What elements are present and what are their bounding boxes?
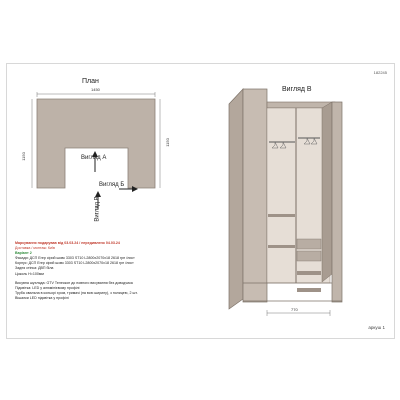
plan-left-dim: 1150 <box>20 152 26 161</box>
note-line: Цоколь H=100мм <box>15 271 44 276</box>
plan-width-dim: 1450 <box>91 87 100 92</box>
view-v-label: Вигляд В <box>94 196 101 222</box>
left-side-panel <box>243 89 267 302</box>
shelf-4 <box>297 288 321 292</box>
plan-title: План <box>82 78 99 85</box>
page-number: аркуш 1 <box>368 325 385 330</box>
note-line: Підсвітка: LED у алюмінієвому профілі <box>15 285 80 290</box>
spec-notes <box>15 241 245 301</box>
right-corner-panel <box>322 102 332 282</box>
drawing-sheet <box>6 63 395 339</box>
note-line: Труба овальна в кольорі хром, тримачі (на всю ширину), з полицею, 2 шт. <box>15 290 138 295</box>
note-line: Задня стінка: ДВП біла <box>15 266 54 271</box>
note-line: Фасади: ДСП Егер сірий шовк 3303 ST10 L2800х2070х18 2618 грн /лист <box>15 256 135 261</box>
elevation-width-dim: 770 <box>291 307 298 312</box>
note-line: Корпус: ДСП Егер сірий шовк 3303 ST10 L2800х2070х18 2618 грн /лист <box>15 261 134 266</box>
view-a-label: Вигляд А <box>81 155 107 161</box>
view-b-label: Вигляд Б <box>99 182 125 188</box>
note-line: Доставка / монтаж: Київ <box>15 246 55 251</box>
note-line: Висувна шухляда: GTV Телескоп до повного висування без доводчика <box>15 280 133 285</box>
plan-right-dim: 1150 <box>164 138 170 147</box>
shelf-2 <box>268 245 295 248</box>
drawer-2 <box>297 251 321 261</box>
shelf-1 <box>268 214 295 217</box>
view-title: Вигляд В <box>282 86 312 93</box>
note-line: Маркування подарував від 03.03.24 / передивлено 04.03.24 <box>15 241 120 245</box>
note-line: Вішалки LED підсвітка у профілі <box>15 295 69 300</box>
shelf-3 <box>297 271 321 275</box>
drawer-1 <box>297 239 321 249</box>
note-line: Варіант 2 <box>15 251 32 256</box>
sheet-code: 182245 <box>373 70 387 75</box>
right-side-panel <box>332 102 342 302</box>
